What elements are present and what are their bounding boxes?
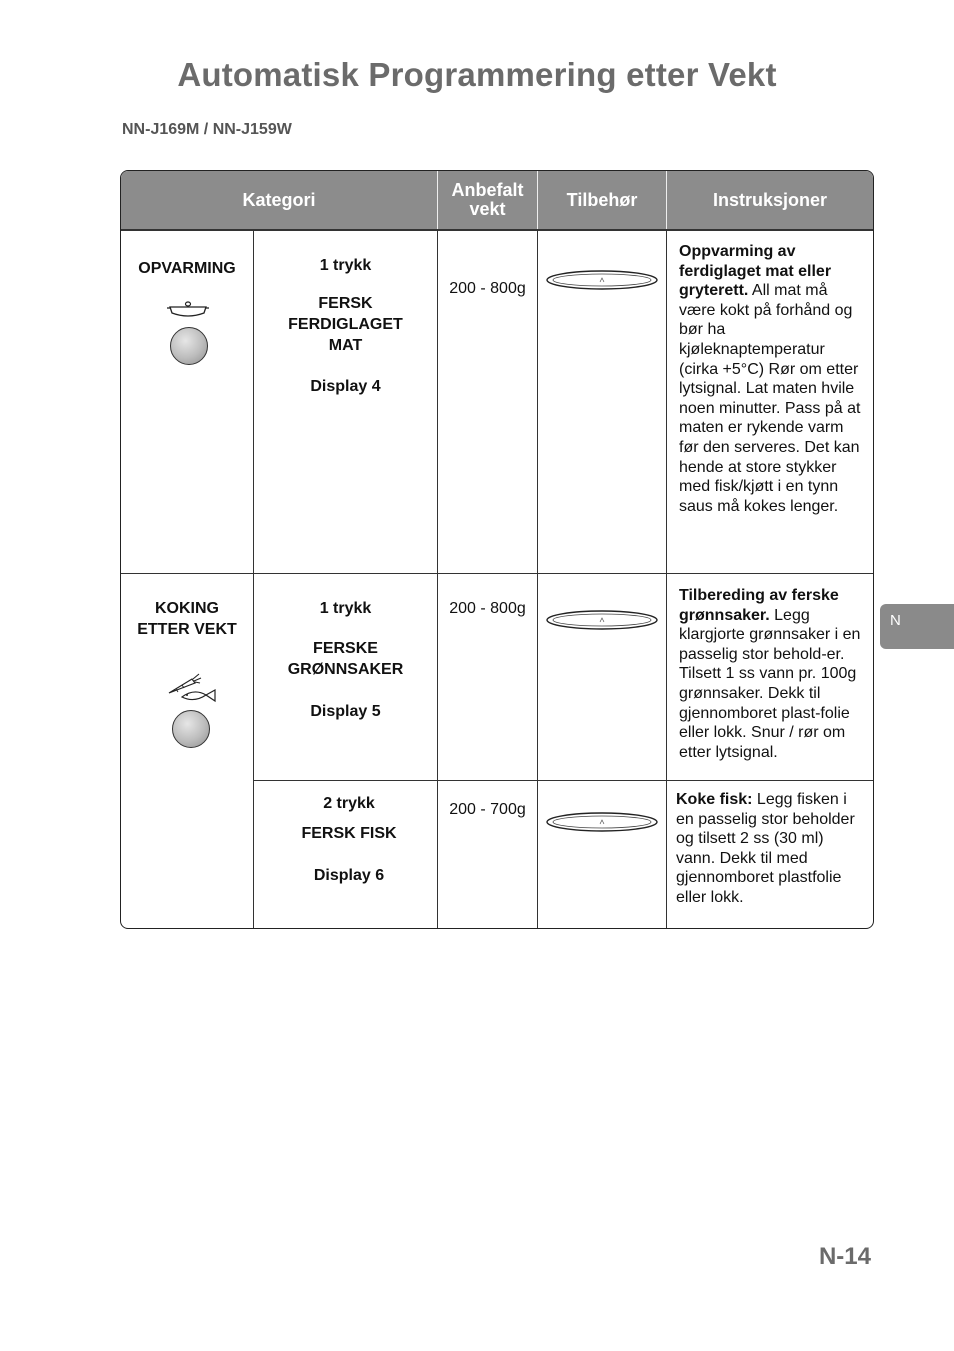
display-number: Display 6 bbox=[313, 867, 385, 884]
instructions-text: Koke fisk: Legg fisken i en passelig stor beholder og tilsett 2 ss (30 ml) vann. Dekk til med gjennomboret plastfolie eller lokk. bbox=[676, 791, 855, 906]
press-count: 1 trykk bbox=[319, 257, 372, 274]
glass-tray-icon bbox=[545, 811, 659, 833]
program-name: FERSKE GRØNNSAKER bbox=[287, 640, 404, 678]
category-opvarming: OPVARMING bbox=[138, 260, 236, 277]
instructions-text: Oppvarming av ferdiglaget mat eller gryterett. All mat må være kokt på forhånd og bør ha kjøleknaptemperatur (cirka +5°C) Rør om etter lytsignal. Lat maten hvile noen minutter. Pass på at maten er rykende varm før den serveres. Det kan hende at store stykker med fisk/kjøtt i en tynn saus må kokes lenger. bbox=[679, 243, 861, 515]
recommended-weight: 200 - 700g bbox=[449, 801, 526, 818]
display-number: Display 5 bbox=[310, 703, 381, 720]
program-dial-icon bbox=[170, 327, 208, 365]
program-table bbox=[120, 170, 874, 929]
program-dial-icon bbox=[172, 710, 210, 748]
press-count: 1 trykk bbox=[319, 600, 372, 617]
header-tilbehor: Tilbehør bbox=[566, 189, 638, 210]
instructions-text: Tilbereding av ferske grønnsaker. Legg klargjorte grønnsaker i en passelig stor behold-er. Tilsett 1 ss vann pr. 100g grønnsaker. Dekk til gjennomboret plast-folie eller lokk. Snur / rør om etter lytsignal. bbox=[679, 587, 861, 761]
page-title: Automatisk Programmering etter Vekt bbox=[177, 56, 777, 93]
language-tab: N bbox=[880, 604, 954, 649]
carrot-fish-icon bbox=[166, 673, 218, 707]
program-name: FERSK FERDIGLAGET MAT bbox=[288, 295, 403, 354]
recommended-weight: 200 - 800g bbox=[449, 600, 526, 617]
press-count: 2 trykk bbox=[323, 795, 375, 812]
glass-tray-icon bbox=[545, 609, 659, 631]
program-name: FERSK FISK bbox=[301, 825, 397, 842]
header-anbefalt-vekt: Anbefalt vekt bbox=[451, 180, 524, 219]
recommended-weight: 200 - 800g bbox=[449, 280, 526, 297]
glass-tray-icon bbox=[545, 269, 659, 291]
page-number: N-14 bbox=[818, 1243, 871, 1270]
display-number: Display 4 bbox=[310, 378, 381, 395]
table-header bbox=[121, 171, 873, 231]
serving-dish-icon bbox=[165, 299, 211, 321]
category-koking-etter-vekt: KOKING ETTER VEKT bbox=[137, 600, 237, 638]
header-kategori: Kategori bbox=[242, 189, 316, 210]
model-number: NN-J169M / NN-J159W bbox=[122, 121, 292, 138]
header-instruksjoner: Instruksjoner bbox=[712, 189, 828, 210]
